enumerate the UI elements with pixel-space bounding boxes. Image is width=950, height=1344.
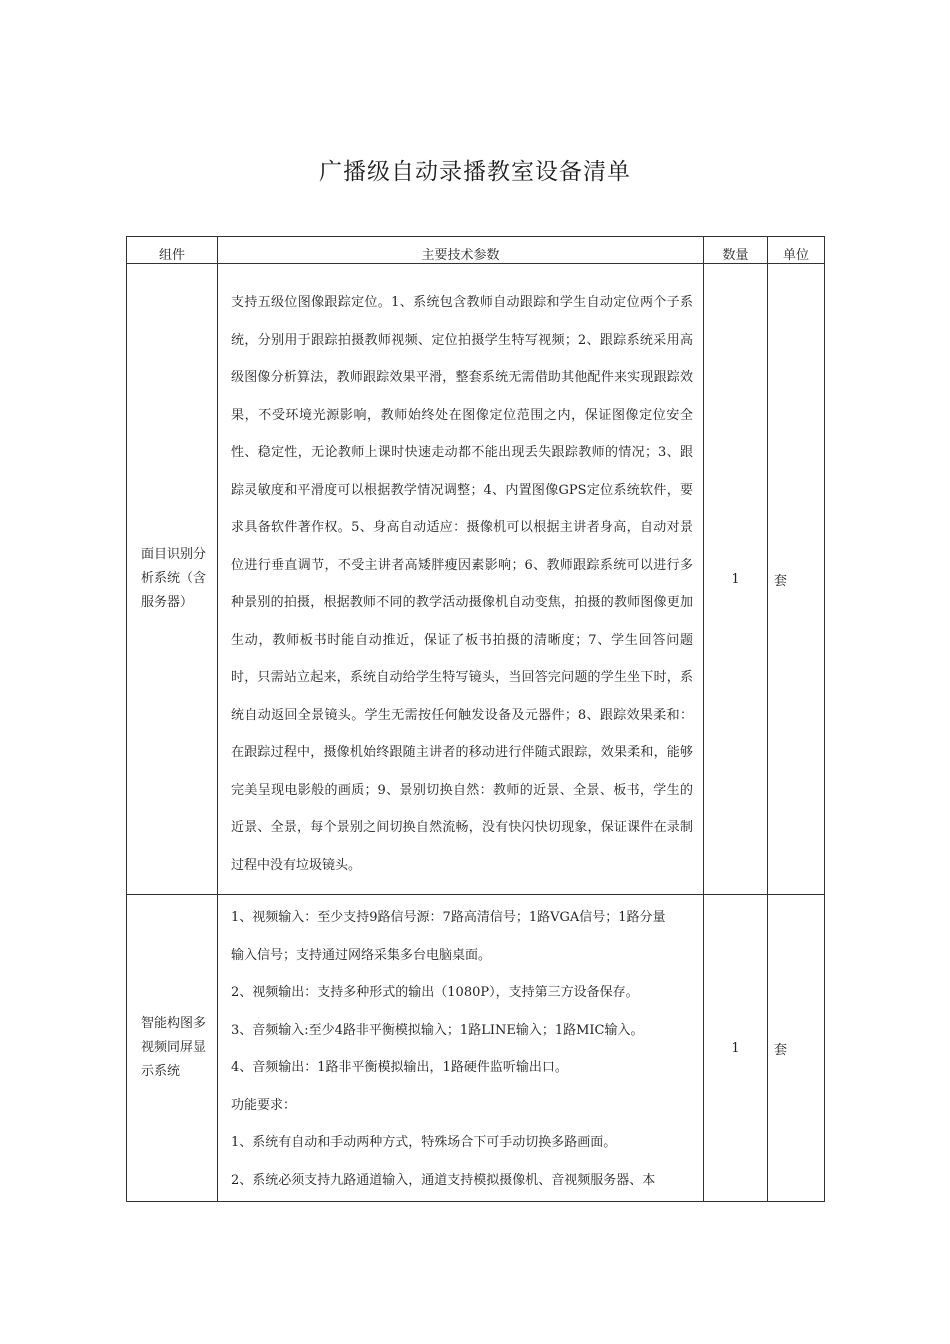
row-quantity: 1	[704, 264, 768, 895]
header-quantity: 数量	[704, 237, 768, 264]
row-quantity: 1	[704, 895, 768, 1202]
row-params: 支持五级位图像跟踪定位。1、系统包含教师自动跟踪和学生自动定位两个子系统，分别用于跟踪拍摄教师视频、定位拍摄学生特写视频；2、跟踪系统采用高级图像分析算法，教师跟踪效果平滑，整套系统无需借助其他配件来实现跟踪效果，不受环境光源影响，教师始终处在图像定位范围之内，保证图像定位安全性、稳定性，无论教师上课时快速走动都不能出现丢失跟踪教师的情况；3、跟踪灵敏度和平滑度可以根据教学情况调整；4、内置图像GPS定位系统软件，要求具备软件著作权。5、身高自动适应：摄像机可以根据主讲者身高，自动对景位进行垂直调节，不受主讲者高矮胖瘦因素影响；6、教师跟踪系统可以进行多种景别的拍摄，根据教师不同的教学活动摄像机自动变焦，拍摄的教师图像更加生动，教师板书时能自动推近，保证了板书拍摄的清晰度；7、学生回答问题时，只需站立起来，系统自动给学生特写镜头，当回答完问题的学生坐下时，系统自动返回全景镜头。学生无需按任何触发设备及元器件；8、跟踪效果柔和：在跟踪过程中，摄像机始终跟随主讲者的移动进行伴随式跟踪，效果柔和，能够完美呈现电影般的画质；9、景别切换自然：教师的近景、全景、板书，学生的近景、全景，每个景别之间切换自然流畅，没有快闪快切现象，保证课件在录制过程中没有垃圾镜头。	[218, 264, 704, 895]
document-title: 广播级自动录播教室设备清单	[319, 159, 631, 185]
param-line: 2、视频输出：支持多种形式的输出（1080P），支持第三方设备保存。	[231, 985, 639, 1000]
table-header-row	[127, 237, 825, 264]
table-row	[127, 895, 825, 1202]
row-unit: 套	[768, 264, 825, 895]
param-line: 1、系统有自动和手动两种方式，特殊场合下可手动切换多路画面。	[231, 1135, 617, 1150]
header-params: 主要技术参数	[218, 237, 704, 264]
row-component-name: 面目识别分析系统（含服务器）	[127, 264, 218, 895]
param-line: 2、系统必须支持九路通道输入，通道支持模拟摄像机、音视频服务器、本	[231, 1172, 656, 1188]
header-unit: 单位	[768, 237, 825, 264]
param-line: 4、音频输出：1路非平衡模拟输出，1路硬件监听输出口。	[231, 1060, 568, 1075]
param-line: 输入信号；支持通过网络采集多台电脑桌面。	[231, 947, 492, 963]
row-params	[218, 895, 704, 1202]
equipment-table	[126, 236, 825, 1202]
param-line: 3、音频输入:至少4路非平衡模拟输入；1路LINE输入；1路MIC输入。	[231, 1022, 644, 1038]
header-component: 组件	[127, 237, 218, 264]
param-line: 功能要求：	[231, 1097, 297, 1113]
param-line: 1、视频输入：至少支持9路信号源：7路高清信号；1路VGA信号；1路分量	[231, 910, 666, 925]
table-row	[127, 264, 825, 895]
row-unit: 套	[768, 895, 825, 1202]
row-component-name: 智能构图多视频同屏显示系统	[127, 895, 218, 1202]
